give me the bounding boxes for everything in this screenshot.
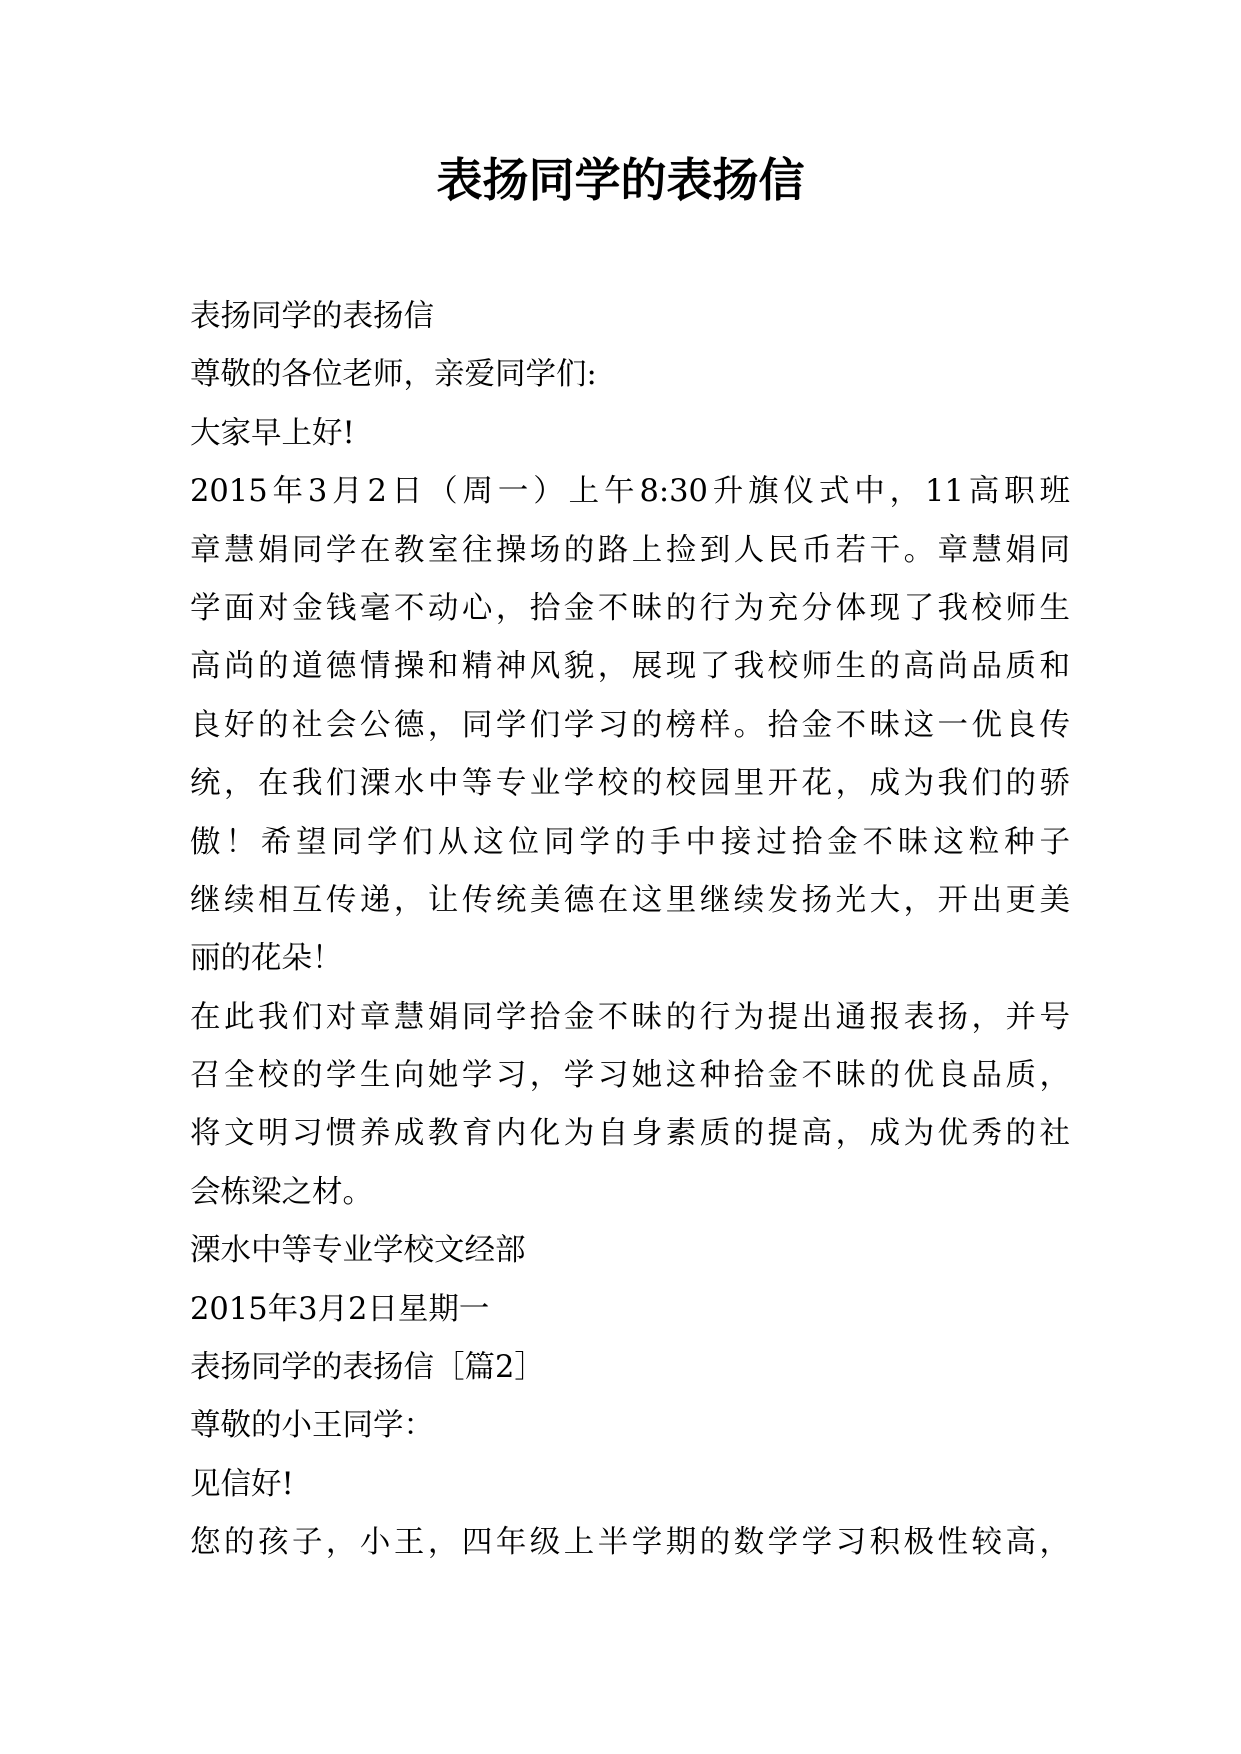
- paragraph-line: 在此我们对章慧娟同学拾金不昧的行为提出通报表扬，并号: [190, 999, 1070, 1035]
- document-title: 表扬同学的表扬信: [436, 153, 805, 207]
- salutation: 尊敬的各位老师，亲爱同学们:: [190, 357, 597, 393]
- greeting: 大家早上好!: [190, 415, 355, 451]
- paragraph-line: 将文明习惯养成教育内化为自身素质的提高，成为优秀的社: [190, 1116, 1070, 1152]
- paragraph-line: 丽的花朵！: [190, 941, 343, 977]
- paragraph-line: 章慧娟同学在教室往操场的路上捡到人民币若干。章慧娟同: [190, 532, 1070, 568]
- letter-body: [190, 288, 1070, 1573]
- greeting: 见信好!: [190, 1466, 294, 1502]
- signature-department: 溧水中等专业学校文经部: [190, 1233, 526, 1269]
- paragraph-line: 良好的社会公德，同学们学习的榜样。拾金不昧这一优良传: [190, 707, 1070, 743]
- paragraph-line: 傲！希望同学们从这位同学的手中接过拾金不昧这粒种子: [190, 824, 1070, 860]
- paragraph-line: 您的孩子，小王，四年级上半学期的数学学习积极性较高，: [190, 1525, 1070, 1561]
- paragraph-line: 召全校的学生向她学习，学习她这种拾金不昧的优良品质，: [190, 1058, 1070, 1094]
- paragraph-line: 学面对金钱毫不动心，拾金不昧的行为充分体现了我校师生: [190, 590, 1070, 626]
- signature-date: 2015年3月2日星期一: [190, 1291, 490, 1327]
- paragraph-line: 统，在我们溧水中等专业学校的校园里开花，成为我们的骄: [190, 766, 1070, 802]
- salutation: 尊敬的小王同学：: [190, 1408, 434, 1444]
- paragraph-line: 继续相互传递，让传统美德在这里继续发扬光大，开出更美: [190, 882, 1070, 918]
- paragraph-line: 高尚的道德情操和精神风貌，展现了我校师生的高尚品质和: [190, 649, 1070, 685]
- section-heading: 表扬同学的表扬信［篇2］: [190, 1350, 545, 1386]
- letter-heading: 表扬同学的表扬信: [190, 299, 434, 334]
- paragraph-line: 2015年3月2日（周一）上午8:30升旗仪式中，11高职班: [190, 474, 1070, 510]
- paragraph-line: 会栋梁之材。: [190, 1174, 373, 1210]
